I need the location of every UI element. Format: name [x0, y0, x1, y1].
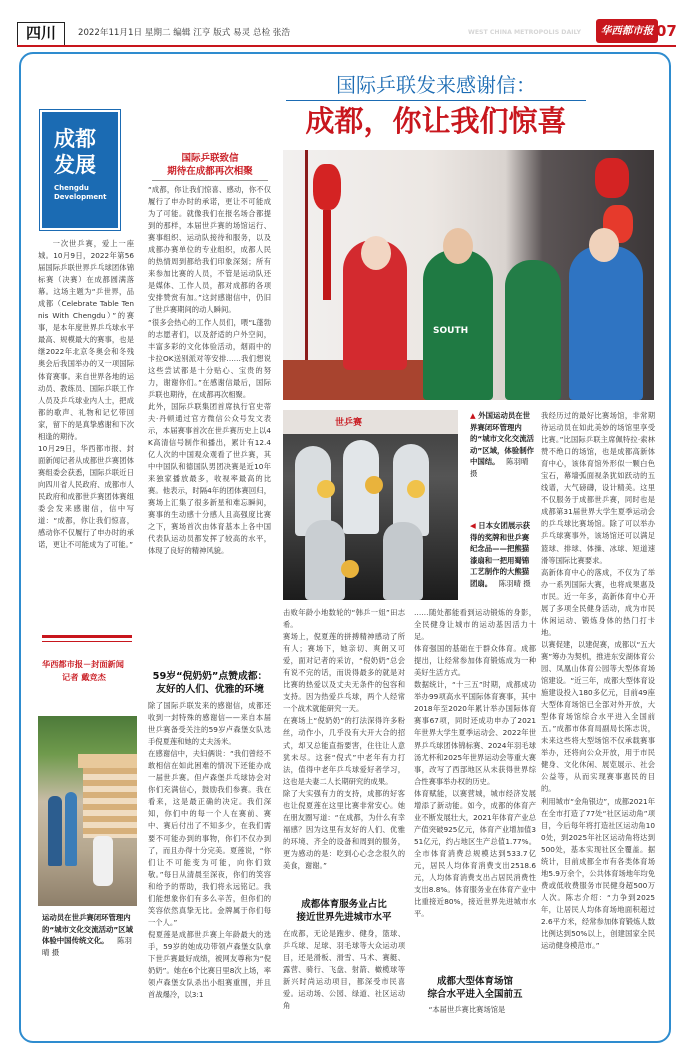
page-number: 07	[656, 22, 677, 40]
photo-pavilion-roof	[78, 754, 137, 768]
caption-2-marker: ◀	[470, 521, 476, 530]
caption-1-credit: 陈羽晴 摄	[470, 457, 529, 478]
photo-athlete-1-face	[443, 228, 473, 264]
col3-text-a	[283, 607, 405, 895]
subhead-2	[148, 670, 272, 696]
caption-2-credit: 陈羽晴 摄	[498, 578, 531, 588]
photo-player-4	[305, 520, 345, 600]
photo-volunteer-face	[361, 236, 391, 270]
photo-fan-4	[341, 560, 359, 578]
photo-player-5	[383, 522, 423, 600]
byline-reporter: 记者 戴竞杰	[62, 672, 106, 682]
column-badge-title: 成都发展	[54, 127, 96, 177]
header-section: 四川	[25, 24, 56, 42]
kicker-rule	[286, 100, 586, 101]
photo-fan-1	[317, 480, 335, 498]
article-kicker: 国际乒联发来感谢信：	[336, 73, 536, 97]
col4-text-b	[414, 1004, 536, 1018]
intro-body: 一次世乒赛，爱上一座城。10月9日，2022年第56届国际乒联世界乒乓球团体锦标赛（决赛）在成都圆满落幕。这场主题为“乒世界，品成都（Celebrate Table Tennis With Chengdu）”的赛事，是本年度世界乒乓球水平最高、规模最大的赛事，也是继2022年北京冬奥会和冬残奥会后我国举办的又一项国际体育赛事。来自世界各地的运动员、教练员、国际乒联工作人员及乒乓球业内人士，把成都的歌声、礼物和记忆带回家，留下的是真挚感谢和下次相逢的期待。 10月29日，华西都市报、封面新闻记者从成都世乒赛团体赛组委会获悉，国际乒联近日向四川省人民政府、成都市人民政府和成都世乒赛团体赛组委会发来感谢信，信中写道：“成都，你让我们惊喜，感动你不仅履行了申办时的承诺，更让不可能成为了可能。”	[38, 239, 134, 550]
subhead-2-line-a: 59岁“倪奶奶”点赞成都：	[152, 671, 268, 682]
photo-lantern-1	[313, 164, 341, 210]
subhead-1-line-a: 国际乒联致信	[181, 153, 239, 164]
subhead-3-line-b: 接近世界先进城市水平	[296, 912, 392, 923]
brand-logo	[596, 19, 658, 43]
subhead-1-line-b: 期待在成都再次相聚	[167, 166, 253, 177]
subhead-4	[414, 975, 536, 1001]
photo-person-1	[48, 796, 62, 866]
subhead-1-underline	[152, 180, 268, 181]
byline-rule-2	[42, 641, 132, 642]
photo-chinese-knot	[283, 150, 654, 400]
photo-person-2	[65, 792, 77, 866]
col3-text-b	[283, 928, 405, 1032]
caption-3	[42, 912, 138, 958]
photo-athlete-3	[569, 246, 643, 400]
header-info: 2022年11月1日 星期二 编辑 江亨 版式 易灵 总检 张浩	[78, 28, 291, 38]
photo-pavilion-shelf	[83, 768, 137, 838]
subhead-2-line-b: 友好的人们、优雅的环境	[156, 684, 264, 695]
col5-text	[541, 410, 655, 1030]
col2-body-a: “成都，你让我们惊喜、感动，你不仅履行了申办时的承诺，更让不可能成为了可能。就像我们在报名场合都提到的那样，本届世乒赛的场馆运行、赛事组织、运动队接待和服务，以及成都办赛单位的专业组织，成都人民的热情周到都给我们印象深刻；所有来参加比赛的人员，不管是运动队还是媒体、工作人员，都对成都的各项安排赞赏有加。”这封感谢信中，仍旧了世乒赛期间的动人瞬间。 “很多会热心的工作人员们，喂“L蓬勃的志愿者们，以及舒适的户外空间，丰富多彩的文化体验活动，烟雨中的卡拉OK送别派对等安排……我们想说这些尝试都是十分贴心、宝贵的努力，谢谢你们。”在感谢信最后，国际乒联也期待，在成都再次相聚。 此外，国际乒联集团首席执行官史蒂夫·丹顿通过官方微信公众号发文表示，本届赛事首次在世乒赛历史上以4K高清信号制作和播出，累计有12.4亿人次的中国观众观看了世乒赛，其中中国队和德国队男团决赛是近10年来独家播放最多，收视率最高的比赛。他表示，时隔4年的团体赛回归，赛场上汇集了很多新星和难忘瞬间，赛事的生动感十分感人且高强度比赛之下，赛场首次由体育基本上各中国代表队运动员都发挥了较高的水平，体现了良好的精神风貌。	[148, 185, 271, 556]
header-brand-en: WEST CHINA METROPOLIS DAILY	[468, 29, 581, 36]
photo-knot-tassel	[323, 210, 331, 300]
caption-2	[470, 520, 534, 590]
photo-fan-2	[365, 476, 383, 494]
caption-3-text: 运动员在世乒赛闭环管理内的“城市文化交流活动”区域体验中国传统文化。	[42, 913, 134, 945]
photo-athlete-1	[423, 250, 493, 400]
photo-banner-text: 世乒赛	[335, 418, 363, 428]
col2-body-b: 除了国际乒联发来的感谢信，成都还收到一封特殊的感谢信——来自本届世乒赛备受关注的59岁卢森堡女队选手倪夏莲和她的丈夫汤米。 在感谢信中，夫妇俩说：“我们曾经不敢相信在如此困难的情况下还能办成一届世乒赛。但卢森堡乒乓球协会对你们充满信心，鼓励我们参赛。我在看来，这是最正确的决定。我们深知，你们中的每一个人在赛前、赛中、赛后付出了不知多少，在我们需要不可能办到的事物，你们不仅办到了，而且办得十分完美。夏莲说，“你们让不可能变为可能，向你们致敬。”每日从清晨至深夜，你们的笑容和给予的帮助，我们将永远铭记。我们能想象你们有多么辛苦，但你们的笑容依然真挚无比。金牌属于你们每一个人。” 倪夏莲是成都世乒赛上年龄最大的选手，59岁的她成功带领卢森堡女队拿下世乒赛最好成绩，被网友尊称为“倪奶奶”。她在6个比赛日里8次上场，率领卢森堡女队杀出小组赛重围，并且首战爆冷，以3:1	[148, 701, 271, 1000]
caption-1	[470, 410, 534, 480]
photo-athlete-2	[505, 260, 561, 400]
photo-athlete-3-face	[589, 228, 619, 262]
photo-person-3	[93, 836, 113, 886]
header-bar	[0, 0, 690, 46]
subhead-3-line-a: 成都体育服务业占比	[301, 899, 387, 910]
subhead-1	[150, 152, 270, 178]
col5-body: 我经历过的最好比赛场馆，非常期待运动员在如此美妙的场馆里享受比赛。”比国际乒联主席佩特拉·索林赞不绝口的场馆，也是成都高新体育中心，该体育馆外形似一颗白色宝石，幕墙弧面视条犹如跃动的五线谱，大气磅礴，设计精美。这里不仅服务于成都世乒赛，同时也是成都第31届世界大学生夏季运动会的乒乓球比赛场馆。除了可以举办乒乓球赛事外，该场馆还可以满足篮球、排球、体操、冰球、短道速滑等国际比赛要求。 高新体育中心的落成，不仅为了举办一系列国际大赛，也将成果惠及市民。近一年多，高新体育中心开展了多项全民健身活动，成为市民休闲运动、锻炼身体的热门打卡地。 以赛促建，以建促赛，成都以“五大赛”筹办为契机，推进东安湖体育公园、凤凰山体育公园等大型体育场馆建设。“近三年，成都大型体育设施建设投入180多亿元，目前49座大型体育场馆已全部对外开放，大型体育场馆综合水平进入全国前五。”成都市体育局副局长陈志说，未来这些将大型场馆不仅承载赛事举办，还将向公众开放，用于市民健身、文化休闲、展览展示、社会公益等，从而实现赛事惠民的目的。 利用城市“金角银边”，成都2021年在全市打造了77处“社区运动角”项目，今后每年将打造社区运动角100处，到2025年社区运动角将达到500处，基本实现社区全覆盖。据统计，目前成都全市有各类体育场地5.9万余个，公共体育场地年均免费或低收费服务市民健身超500万人次。陈志介绍：“力争到2025年，让居民人均体育场地面积超过2.6平方米，经常参加体育锻炼人数比例达到50%以上，创建国家全民运动健身模范市。”	[541, 411, 655, 951]
col4-body-b: “本届世乒赛比赛场馆是	[428, 1005, 506, 1014]
col4-body: ……随处都能看到运动锻炼的身影，全民健身让城市的运动基因活力十足。 体育强国的基础在于群众体育。成都提出，让经常参加体育锻炼成为一种美好生活方式。 数据统计，“十三五”时期，成都成功举办99项高水平国际体育赛事，其中2018年至2020年累计举办国际体育赛事67项，同时还成功申办了2021年世界大学生夏季运动会、2022年世界乒乓球团体锦标赛、2024年羽毛球汤尤杯和2025年世界运动会等重大赛事，改写了西部地区从未获得世界综合性赛事举办权的历史。 体育赋能，以赛营城，城市经济发展增添了新动能。如今，成都的体育产业不断发展壮大，2021年体育产业总产值突破925亿元，体育产业增加值351亿元，约占地区生产总值1.77%。全市体育消费总规模达到533.7亿元，居民人均体育消费支出2518.6元，人均体育消费支出占居民消费性支出8.8%。体育服务业在体育产业中比重接近80%，接近世界先进城市水平。	[414, 608, 536, 919]
photo-japan-team	[283, 410, 458, 600]
col3-body-a: 击败年龄小地数轮的“韩乒一姐”田志希。 赛场上，倪夏莲的拼搏精神感动了所有人；赛场下，她亲切、爽朗又可爱，面对记者的采访，“倪奶奶”总会有说不完的话，而说得最多的就是对比赛的热爱以及丈夫无条件的包容和支持。因为热爱乒乓球，两个人经常一个战术就能研究一天。 在赛场上“倪奶奶”的打法深得许多粉丝，动作小，几乎没有大开大合的招式，却又总能直指要害，住往让人意犹未尽。这套“倪式”中老年有力打法，值得中老年乒乓球爱好者学习，这也是夫妻二人长期研究的成果。 除了大实强有力的支持，成都的好客也让倪夏莲在这里比赛非常安心。她在朋友圈写道：“在成都，为什么有幸福感？因为这里有友好的人们、优雅的环境、齐全的设备和周到的服务，更为感动的是：吃到心心念念很久的美食，谢谢。”	[283, 608, 405, 870]
caption-2-text: 日本女团展示获得的奖牌和世乒赛纪念品——把熊猫漆扇和一把用蜀锦工艺制作的大熊猫团扇。	[470, 521, 531, 588]
col4-text	[414, 607, 536, 1015]
photo-shirt-text: SOUTH	[433, 326, 469, 336]
photo-lantern-2	[595, 158, 629, 198]
col3-body-b: 在成都，无论是跑步、健身，篮球、乒乓球、足球、羽毛球等大众运动项目，还是滑板、滑雪、马术、赛艇、露营、骑行、飞盘、射箭、橄榄球等新兴时尚运动项目，都深受市民喜爱。运动场、公园、绿道、社区运动角	[283, 929, 405, 1011]
photo-culture-area	[38, 716, 137, 906]
caption-1-text: 外国运动员在世界赛闭环管理内的“城市文化交流活动”区域，体验制作中国结。	[470, 411, 534, 467]
col2-text-a	[148, 184, 271, 662]
photo-fan-3	[407, 480, 425, 498]
caption-3-credit: 陈羽晴 摄	[42, 936, 132, 957]
column-badge	[40, 110, 120, 230]
col2-text-b	[148, 700, 271, 1030]
photo-banner	[283, 410, 458, 434]
byline-rule	[42, 635, 132, 638]
subhead-4-line-a: 成都大型体育场馆	[436, 976, 513, 987]
subhead-3	[283, 898, 405, 924]
brand-logo-text: 华西都市报	[600, 25, 654, 37]
column-badge-subtitle: Chengdu Development	[54, 184, 107, 201]
byline-outlet: 华西都市报－封面新闻	[42, 659, 124, 669]
subhead-4-line-b: 综合水平进入全国前五	[427, 989, 523, 1000]
intro-text	[38, 238, 134, 638]
caption-1-marker: ▲	[470, 411, 476, 420]
article-headline: 成都，你让我们惊喜	[305, 104, 567, 138]
header-rule	[17, 45, 676, 47]
